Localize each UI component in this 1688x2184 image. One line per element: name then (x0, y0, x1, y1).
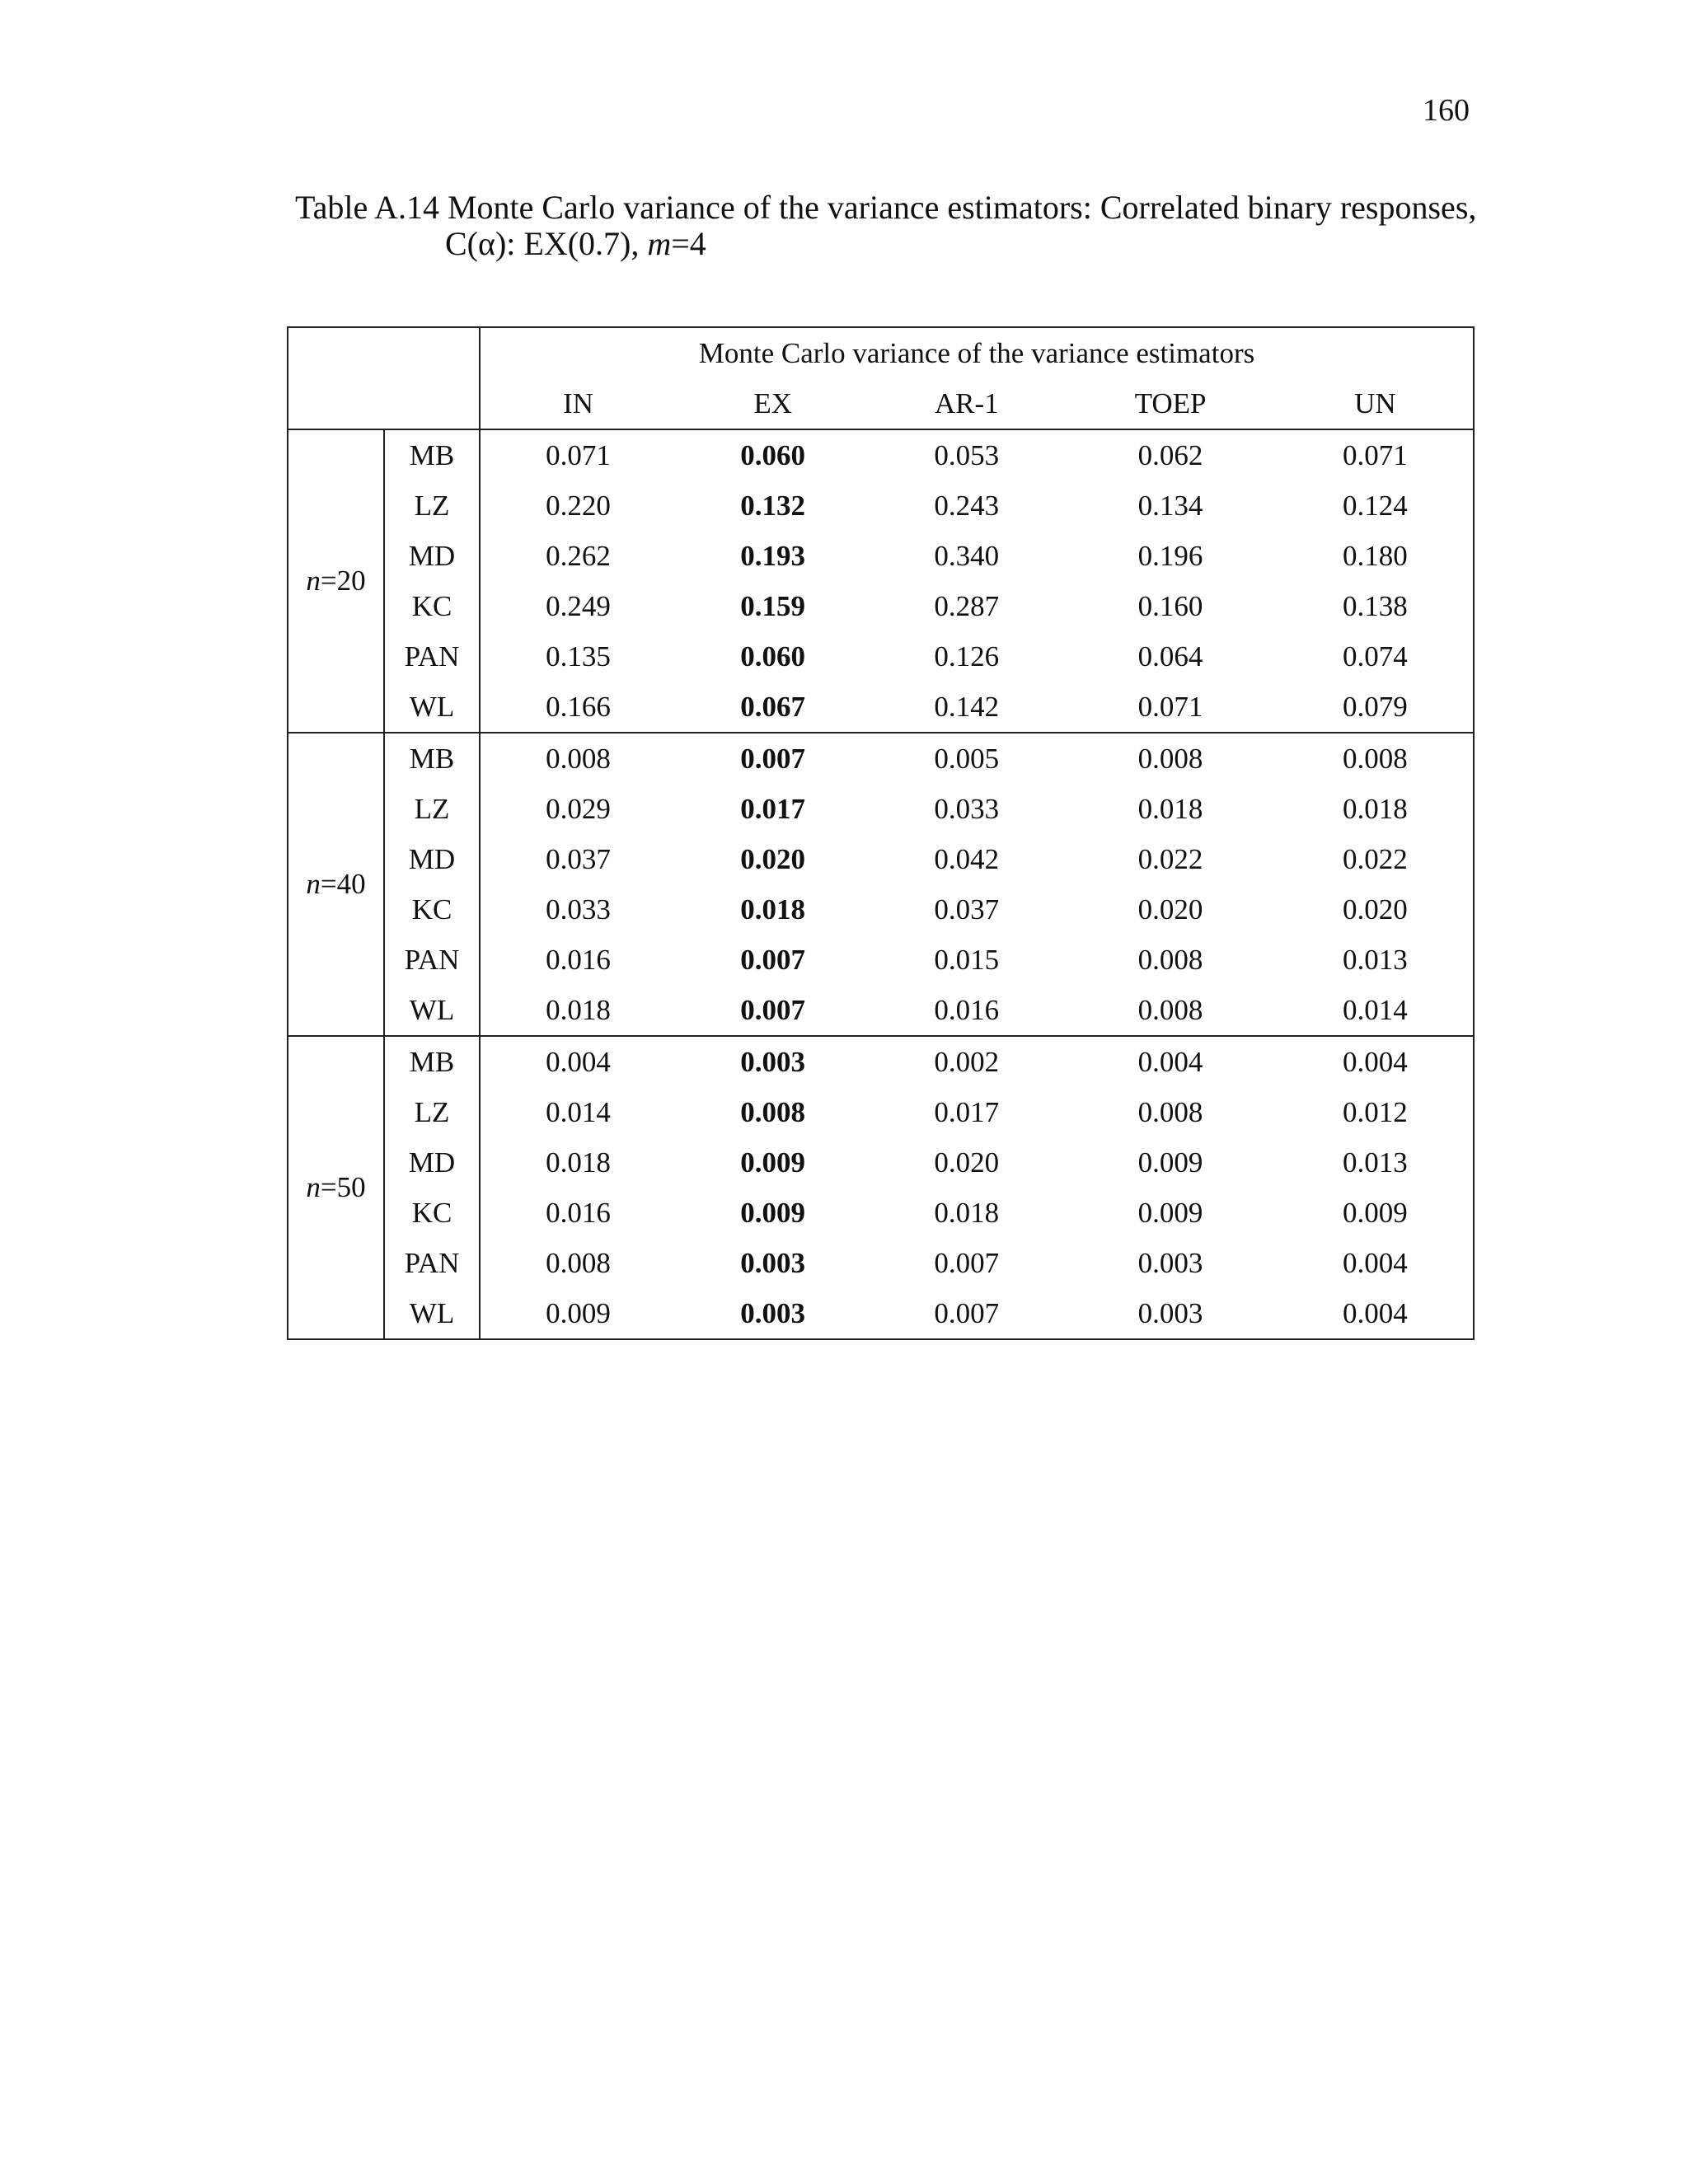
table-row (288, 1137, 1474, 1188)
table-row (288, 429, 1474, 480)
value-cell: 0.262 (546, 539, 611, 572)
value-cell: 0.003 (1063, 1288, 1277, 1339)
results-table (287, 326, 1475, 1340)
table-row (288, 531, 1474, 581)
value-cell: 0.042 (934, 842, 1000, 875)
value-cell: 0.132 (740, 489, 806, 522)
value-cell: 0.014 (546, 1095, 611, 1128)
value-cell: 0.004 (1278, 1036, 1474, 1087)
method-label: MD (384, 1137, 480, 1188)
value-cell: 0.160 (1137, 589, 1203, 622)
table-row (288, 480, 1474, 531)
value-cell: 0.020 (1137, 893, 1203, 926)
value-cell: 0.037 (934, 893, 1000, 926)
value-cell: 0.243 (934, 489, 1000, 522)
method-label: WL (384, 1288, 480, 1339)
value-cell: 0.008 (1137, 1095, 1203, 1128)
value-cell: 0.008 (1137, 943, 1203, 976)
value-cell: 0.007 (740, 993, 806, 1026)
value-cell: 0.193 (740, 539, 806, 572)
value-cell: 0.008 (546, 1246, 611, 1279)
value-cell: 0.004 (1278, 1288, 1474, 1339)
method-label: MD (384, 531, 480, 581)
table-row (288, 1087, 1474, 1137)
method-label: PAN (384, 1238, 480, 1288)
value-cell: 0.007 (934, 1246, 1000, 1279)
value-cell: 0.033 (546, 893, 611, 926)
value-cell: 0.009 (1137, 1146, 1203, 1179)
value-cell: 0.060 (740, 640, 806, 673)
method-label: LZ (384, 480, 480, 531)
table-row (288, 834, 1474, 884)
column-header: AR-1 (870, 378, 1063, 429)
value-cell: 0.135 (546, 640, 611, 673)
method-label: MB (384, 429, 480, 480)
value-cell: 0.071 (1137, 690, 1203, 723)
method-label: KC (384, 1188, 480, 1238)
table-row (288, 631, 1474, 682)
value-cell: 0.008 (1137, 993, 1203, 1026)
value-cell: 0.138 (1278, 581, 1474, 631)
table-row (288, 985, 1474, 1036)
value-cell: 0.020 (740, 842, 806, 875)
value-cell: 0.220 (546, 489, 611, 522)
value-cell: 0.018 (934, 1196, 1000, 1229)
table-row (288, 1238, 1474, 1288)
value-cell: 0.016 (546, 943, 611, 976)
value-cell: 0.180 (1278, 531, 1474, 581)
value-cell: 0.017 (740, 792, 806, 825)
value-cell: 0.029 (546, 792, 611, 825)
table-row (288, 1036, 1474, 1087)
column-header: TOEP (1063, 378, 1277, 429)
value-cell: 0.002 (870, 1036, 1063, 1087)
value-cell: 0.008 (1278, 733, 1474, 784)
table-caption (295, 190, 1482, 262)
value-cell: 0.018 (1137, 792, 1203, 825)
sample-size-label: n=50 (288, 1036, 384, 1339)
value-cell: 0.037 (546, 842, 611, 875)
value-cell: 0.004 (1278, 1238, 1474, 1288)
value-cell: 0.166 (546, 690, 611, 723)
value-cell: 0.071 (1278, 429, 1474, 480)
value-cell: 0.287 (934, 589, 1000, 622)
value-cell: 0.007 (740, 943, 806, 976)
value-cell: 0.053 (870, 429, 1063, 480)
value-cell: 0.007 (870, 1288, 1063, 1339)
value-cell: 0.009 (1137, 1196, 1203, 1229)
column-header: EX (676, 378, 870, 429)
method-label: KC (384, 884, 480, 935)
value-cell: 0.004 (480, 1036, 676, 1087)
value-cell: 0.067 (740, 690, 806, 723)
value-cell: 0.340 (934, 539, 1000, 572)
value-cell: 0.009 (1278, 1188, 1474, 1238)
table-row (288, 733, 1474, 784)
value-cell: 0.062 (1063, 429, 1277, 480)
value-cell: 0.003 (676, 1036, 870, 1087)
method-label: MB (384, 733, 480, 784)
table-row (288, 682, 1474, 733)
value-cell: 0.196 (1137, 539, 1203, 572)
table-row (288, 1188, 1474, 1238)
value-cell: 0.249 (546, 589, 611, 622)
value-cell: 0.003 (676, 1288, 870, 1339)
table-row (288, 784, 1474, 834)
value-cell: 0.003 (1137, 1246, 1203, 1279)
sample-size-label: n=20 (288, 429, 384, 733)
caption-line-2: C(α): EX(0.7), m=4 (445, 225, 706, 262)
value-cell: 0.004 (1063, 1036, 1277, 1087)
table-row (288, 884, 1474, 935)
value-cell: 0.003 (740, 1246, 806, 1279)
value-cell: 0.007 (676, 733, 870, 784)
value-cell: 0.008 (1063, 733, 1277, 784)
column-header: IN (480, 378, 676, 429)
table-row (288, 935, 1474, 985)
value-cell: 0.018 (546, 993, 611, 1026)
value-cell: 0.018 (740, 893, 806, 926)
value-cell: 0.020 (1278, 884, 1474, 935)
table-stub-cell (288, 327, 480, 429)
value-cell: 0.060 (676, 429, 870, 480)
sample-size-label: n=40 (288, 733, 384, 1036)
value-cell: 0.020 (934, 1146, 1000, 1179)
value-cell: 0.005 (870, 733, 1063, 784)
value-cell: 0.159 (740, 589, 806, 622)
method-label: PAN (384, 631, 480, 682)
value-cell: 0.022 (1137, 842, 1203, 875)
value-cell: 0.134 (1137, 489, 1203, 522)
method-label: KC (384, 581, 480, 631)
method-label: MD (384, 834, 480, 884)
column-header: UN (1278, 378, 1474, 429)
value-cell: 0.012 (1278, 1087, 1474, 1137)
value-cell: 0.124 (1278, 480, 1474, 531)
value-cell: 0.033 (934, 792, 1000, 825)
value-cell: 0.126 (934, 640, 1000, 673)
value-cell: 0.014 (1278, 985, 1474, 1036)
value-cell: 0.008 (480, 733, 676, 784)
value-cell: 0.079 (1278, 682, 1474, 733)
value-cell: 0.071 (480, 429, 676, 480)
method-label: LZ (384, 784, 480, 834)
value-cell: 0.016 (934, 993, 1000, 1026)
value-cell: 0.013 (1278, 1137, 1474, 1188)
table-row (288, 581, 1474, 631)
method-label: WL (384, 682, 480, 733)
value-cell: 0.018 (1278, 784, 1474, 834)
value-cell: 0.064 (1137, 640, 1203, 673)
value-cell: 0.008 (740, 1095, 806, 1128)
method-label: MB (384, 1036, 480, 1087)
method-label: WL (384, 985, 480, 1036)
table-row (288, 1288, 1474, 1339)
value-cell: 0.009 (740, 1146, 806, 1179)
method-label: PAN (384, 935, 480, 985)
value-cell: 0.015 (934, 943, 1000, 976)
value-cell: 0.142 (934, 690, 1000, 723)
value-cell: 0.009 (740, 1196, 806, 1229)
value-cell: 0.074 (1278, 631, 1474, 682)
value-cell: 0.016 (546, 1196, 611, 1229)
value-cell: 0.013 (1278, 935, 1474, 985)
method-label: LZ (384, 1087, 480, 1137)
caption-line-1: Table A.14 Monte Carlo variance of the variance estimators: Correlated binary responses, (295, 189, 1477, 226)
value-cell: 0.022 (1278, 834, 1474, 884)
value-cell: 0.018 (546, 1146, 611, 1179)
page-number: 160 (1423, 93, 1470, 128)
value-cell: 0.009 (480, 1288, 676, 1339)
value-cell: 0.017 (934, 1095, 1000, 1128)
spanner-header: Monte Carlo variance of the variance estimators (480, 327, 1474, 378)
